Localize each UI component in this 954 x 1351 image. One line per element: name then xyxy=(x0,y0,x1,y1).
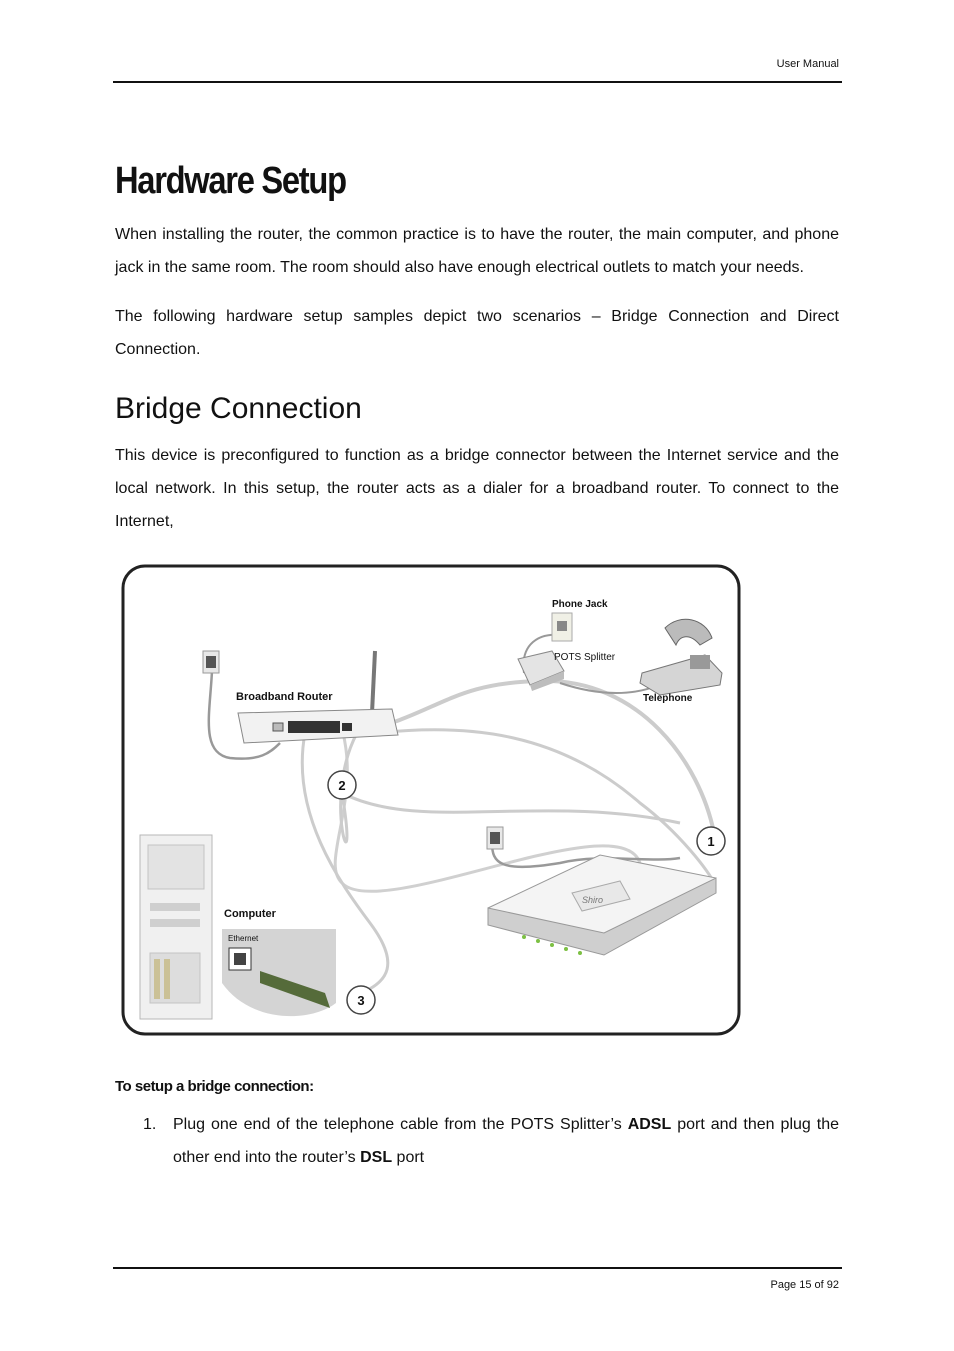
page-title: Hardware Setup xyxy=(115,160,346,202)
device-brand-label: Shiro xyxy=(582,895,604,905)
marker-1-label: 1 xyxy=(707,834,715,849)
header-rule xyxy=(113,81,842,83)
phone-jack-icon xyxy=(552,613,572,641)
step-1-text-before: Plug one end of the telephone cable from the POTS Splitter’s xyxy=(173,1116,628,1133)
steps-title: To setup a bridge connection: xyxy=(115,1078,314,1095)
marker-1 xyxy=(697,827,725,855)
step-1-text xyxy=(173,1108,839,1174)
phone-jack-label: Phone Jack xyxy=(552,599,608,610)
bridge-connection-diagram xyxy=(120,563,742,1037)
router-power-adapter-icon xyxy=(203,651,219,673)
intro-paragraph: When installing the router, the common practice is to have the router, the main computer, and phone jack in the same room. The room should also have enough electrical outlets to match your needs. xyxy=(115,226,839,276)
step-1-adsl: ADSL xyxy=(627,1116,672,1133)
broadband-router-label: Broadband Router xyxy=(236,691,333,703)
header-title: User Manual xyxy=(776,58,839,70)
page-number: Page 15 of 92 xyxy=(770,1279,839,1291)
step-1-dsl: DSL xyxy=(360,1149,393,1166)
computer-label: Computer xyxy=(224,908,276,920)
scenarios-paragraph: The following hardware setup samples depict two scenarios – Bridge Connection and Direct Connection. xyxy=(115,308,839,358)
modem-power-adapter-icon xyxy=(487,827,503,849)
ethernet-label: Ethernet xyxy=(228,934,259,943)
step-1-text-after: port xyxy=(392,1149,425,1166)
section-paragraph: This device is preconfigured to function as a bridge connector between the Internet service and the local network. In this setup, the router acts as a dialer for a broadband router. To connect to the Internet, xyxy=(115,447,839,530)
footer-rule xyxy=(113,1267,842,1269)
marker-2 xyxy=(328,771,356,799)
marker-3-label: 3 xyxy=(357,993,365,1008)
step-1-number: 1. xyxy=(143,1116,157,1133)
marker-3 xyxy=(347,986,375,1014)
step-1-text-middle: port and then plug the other end into the router’s xyxy=(173,1116,840,1166)
marker-2-label: 2 xyxy=(338,778,346,793)
telephone-label: Telephone xyxy=(643,693,693,704)
section-title: Bridge Connection xyxy=(115,392,362,425)
computer-tower-icon xyxy=(140,835,212,1019)
pots-splitter-label: POTS Splitter xyxy=(554,652,616,663)
